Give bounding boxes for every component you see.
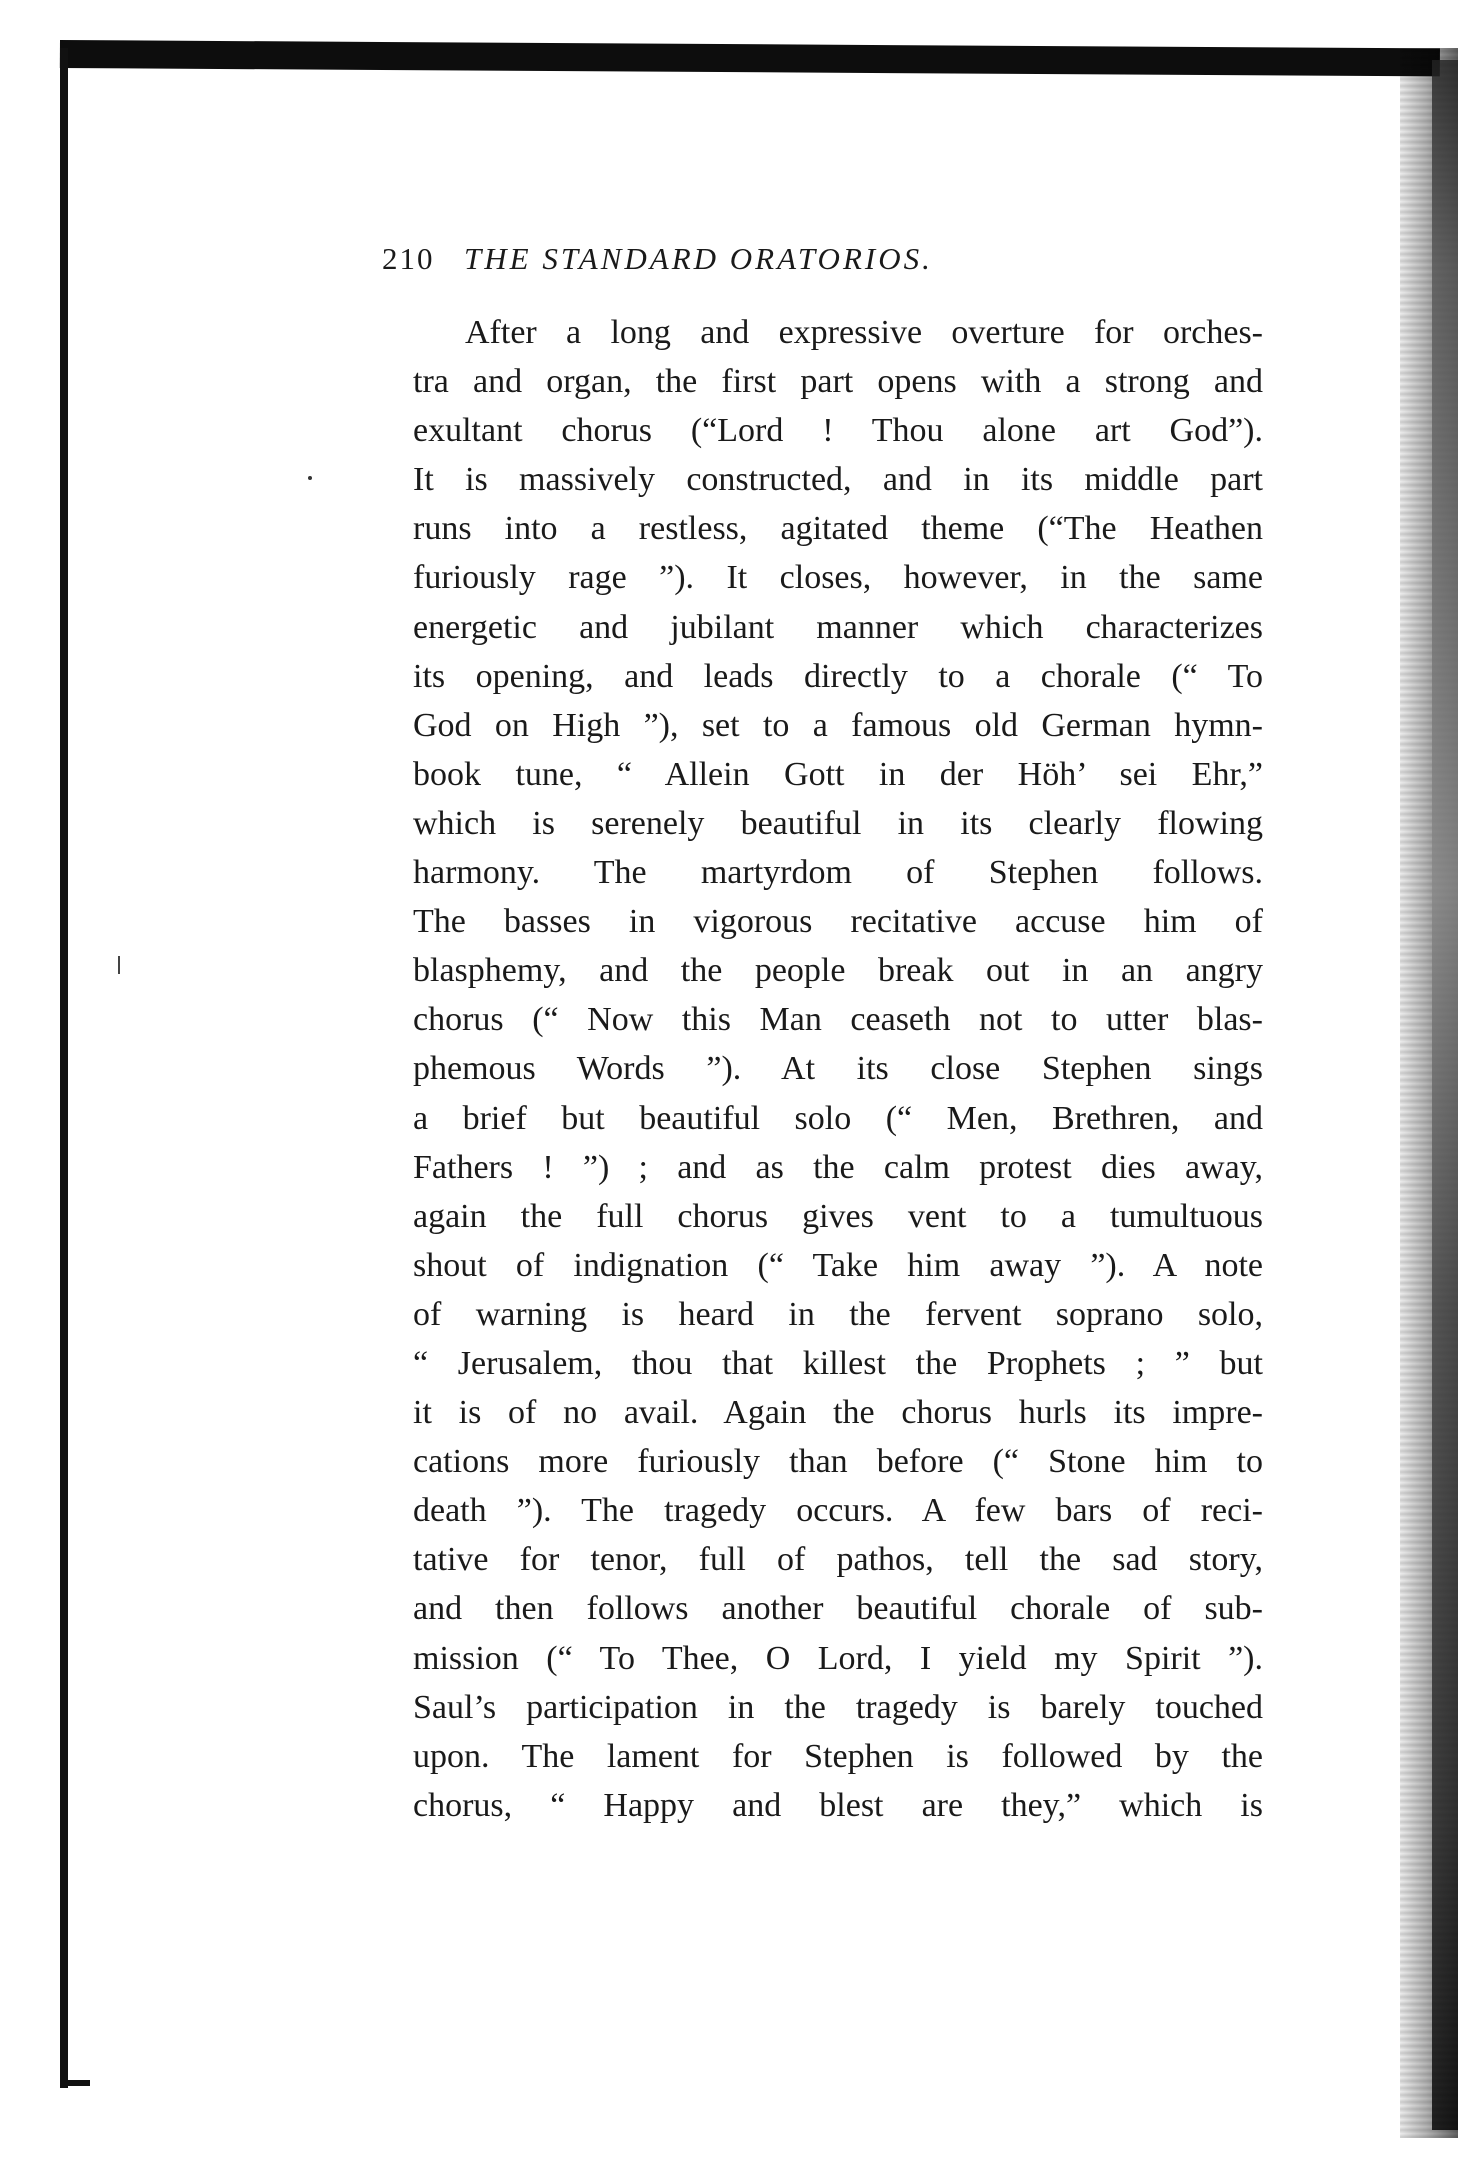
text-line: blasphemy, and the people break out in an angry	[413, 952, 1263, 990]
running-head	[382, 234, 1282, 284]
text-line: chorus (“ Now this Man ceaseth not to utter blas-	[413, 1001, 1263, 1039]
text-line: phemous Words ”). At its close Stephen sings	[413, 1050, 1263, 1088]
stray-ink-dot	[308, 476, 312, 480]
scan-edge-bottom-left	[60, 2080, 90, 2086]
text-line: exultant chorus (“Lord ! Thou alone art God”).	[413, 412, 1263, 450]
text-line: and then follows another beautiful chorale of sub-	[413, 1590, 1263, 1628]
text-line: which is serenely beautiful in its clearly flowing	[413, 804, 1263, 842]
text-line: After a long and expressive overture for orches-	[465, 314, 1263, 351]
text-line: tra and organ, the first part opens with a strong and	[413, 363, 1263, 401]
body-paragraph	[413, 308, 1263, 1830]
running-title: THE STANDARD ORATORIOS.	[464, 241, 933, 276]
text-line: of warning is heard in the fervent soprano solo,	[413, 1295, 1263, 1333]
text-line: chorus, “ Happy and blest are they,” which is	[413, 1786, 1263, 1824]
text-line: It is massively constructed, and in its middle part	[413, 461, 1263, 499]
text-line: “ Jerusalem, thou that killest the Prophets ; ” but	[413, 1344, 1263, 1382]
text-line: harmony. The martyrdom of Stephen follows.	[413, 854, 1263, 892]
page-number: 210	[382, 241, 435, 276]
text-line: Fathers ! ”) ; and as the calm protest dies away,	[413, 1148, 1263, 1186]
scan-edge-left	[60, 48, 68, 2088]
text-line: again the full chorus gives vent to a tumultuous	[413, 1197, 1263, 1235]
text-line: shout of indignation (“ Take him away ”). A note	[413, 1246, 1263, 1284]
text-line: death ”). The tragedy occurs. A few bars of reci-	[413, 1492, 1263, 1530]
text-line: its opening, and leads directly to a chorale (“ To	[413, 657, 1263, 695]
text-line: a brief but beautiful solo (“ Men, Brethren, and	[413, 1099, 1263, 1137]
text-line: cations more furiously than before (“ Stone him to	[413, 1443, 1263, 1481]
scan-edge-right-shadow	[1432, 60, 1458, 2130]
text-line: book tune, “ Allein Gott in der Höh’ sei Ehr,”	[413, 755, 1263, 793]
text-line: it is of no avail. Again the chorus hurls its impre-	[413, 1394, 1263, 1432]
stray-ink-mark	[118, 956, 120, 974]
text-line: runs into a restless, agitated theme (“The Heathen	[413, 510, 1263, 548]
text-line: furiously rage ”). It closes, however, in the same	[413, 559, 1263, 597]
text-line: The basses in vigorous recitative accuse him of	[413, 903, 1263, 941]
text-line: tative for tenor, full of pathos, tell the sad story,	[413, 1541, 1263, 1579]
text-line: mission (“ To Thee, O Lord, I yield my Spirit ”).	[413, 1639, 1263, 1677]
text-line: Saul’s participation in the tragedy is barely touched	[413, 1688, 1263, 1726]
text-line: God on High ”), set to a famous old German hymn-	[413, 706, 1263, 744]
text-line: energetic and jubilant manner which characterizes	[413, 608, 1263, 646]
scan-edge-top	[60, 40, 1440, 76]
text-line: upon. The lament for Stephen is followed by the	[413, 1737, 1263, 1775]
